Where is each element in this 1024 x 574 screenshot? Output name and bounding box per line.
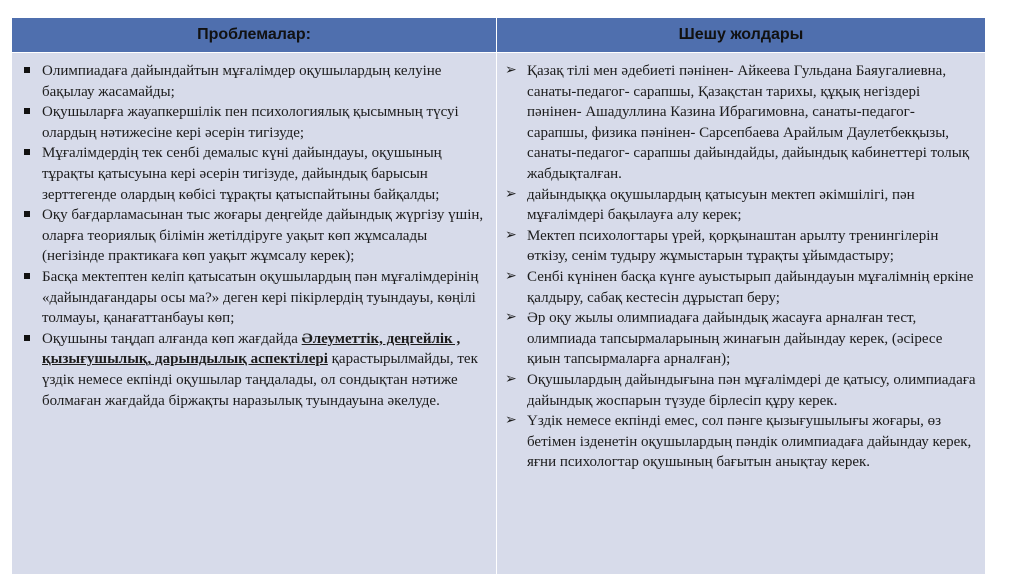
arrow-bullet-icon: ➢: [505, 268, 517, 284]
arrow-bullet-icon: ➢: [505, 186, 517, 202]
solution-item: ➢ дайындыққа оқушылардың қатысуын мектеп әкімшілігі, пән мұғалімдері бақылауға алу керек;: [505, 186, 915, 224]
problem-item: Оқушыны таңдап алғанда көп жағдайда Әлеуметтік, деңгейлік , қызығушылық, дарындылық аспектілері қарастырылмайды, тек үздік немесе екпінді оқушылар таңдалады, ол сондықтан нәтиже болмаған жағдайда біржақты наразылық туындауына әкелуде.: [20, 329, 488, 411]
problems-solutions-table: [12, 18, 985, 574]
square-bullet-icon: [24, 211, 30, 217]
arrow-bullet-icon: ➢: [505, 310, 517, 326]
solutions-list: [505, 61, 977, 473]
problem-item: Олимпиадаға дайындайтын мұғалімдер оқушылардың келуіне бақылау жасамайды;: [20, 61, 488, 102]
square-bullet-icon: [24, 67, 30, 73]
solution-item: ➢ Оқушылардың дайындығына пән мұғалімдері де қатысу, олимпиадаға дайындық жоспарын түзуде бірлесіп құру керек.: [505, 371, 976, 409]
problems-cell: [12, 53, 497, 574]
solution-item: ➢ Әр оқу жылы олимпиадаға дайындық жасауға арналған тест, олимпиада тапсырмаларының жинағын дайындау керек, (әсіресе қиын тапсырмаларға арналған);: [505, 310, 943, 368]
solution-item: ➢ Сенбі күнінен басқа күнге ауыстырып дайындауын мұғалімнің еркіне қалдыру, сабақ кестесін дұрыстап беру;: [505, 268, 974, 306]
solutions-header: Шешу жолдары: [497, 18, 985, 53]
square-bullet-icon: [24, 335, 30, 341]
solution-item: ➢ Мектеп психологтары үрей, қорқынаштан арылту тренингілерін өткізу, сенім тудыру жұмыстарын тұрақты ұйымдастыру;: [505, 227, 939, 265]
problem-item: Мұғалімдердің тек сенбі демалыс күні дайындауы, оқушының тұрақты қатысуына кері әсерін тигізуде, дайындық барысын зерттегенде олардың көбісі тұрақты қатыспайтыны байқалды;: [20, 143, 488, 205]
arrow-bullet-icon: ➢: [505, 371, 517, 387]
aspects-emphasis: Әлеуметтік, деңгейлік , қызығушылық, дарындылық аспектілері: [42, 330, 461, 368]
problem-item: Басқа мектептен келіп қатысатын оқушылардың пән мұғалімдерінің «дайындағандары осы ма?» деген кері пікірлердің туындауы, көңілі толмауы, қанағаттанбауы көп;: [20, 267, 488, 329]
arrow-bullet-icon: ➢: [505, 227, 517, 243]
problems-header: Проблемалар:: [12, 18, 497, 53]
square-bullet-icon: [24, 108, 30, 114]
square-bullet-icon: [24, 273, 30, 279]
problem-item: Оқу бағдарламасынан тыс жоғары деңгейде дайындық жүргізу үшін, оларға теориялық білімін жетілдіруге уақыт көп жұмсалады (негізінде практикаға көп уақыт жұмсалу керек);: [20, 205, 488, 267]
square-bullet-icon: [24, 149, 30, 155]
arrow-bullet-icon: ➢: [505, 413, 517, 429]
solution-item: ➢ Қазақ тілі мен әдебиеті пәнінен- Айкеева Гульдана Баяугалиевна, санаты-педагог- сарапшы, Қазақстан тарихы, құқық негіздері пәнінен- Ашадуллина Казина Ибрагимовна, санаты-педагог- сарапшы, физика пәнінен- Сарсепбаева Арайлым Даулетбекқызы, санаты-педагог- сарапшы дайындайды, дайындық кабинеттері толық жабдықталған.: [505, 63, 970, 182]
arrow-bullet-icon: ➢: [505, 63, 517, 78]
problems-list: [20, 61, 488, 411]
problem-item: Оқушыларға жауапкершілік пен психологиялық қысымның түсуі олардың нәтижесіне кері әсерін тигізуде;: [20, 102, 488, 143]
solutions-cell: [497, 53, 985, 574]
solution-item: ➢ Үздік немесе екпінді емес, сол пәнге қызығушылығы жоғары, өз бетімен ізденетін оқушылардың пәндік олимпиадаға дайындау керек, яғни психологтар оқушының бағытын анықтау керек.: [505, 413, 972, 471]
